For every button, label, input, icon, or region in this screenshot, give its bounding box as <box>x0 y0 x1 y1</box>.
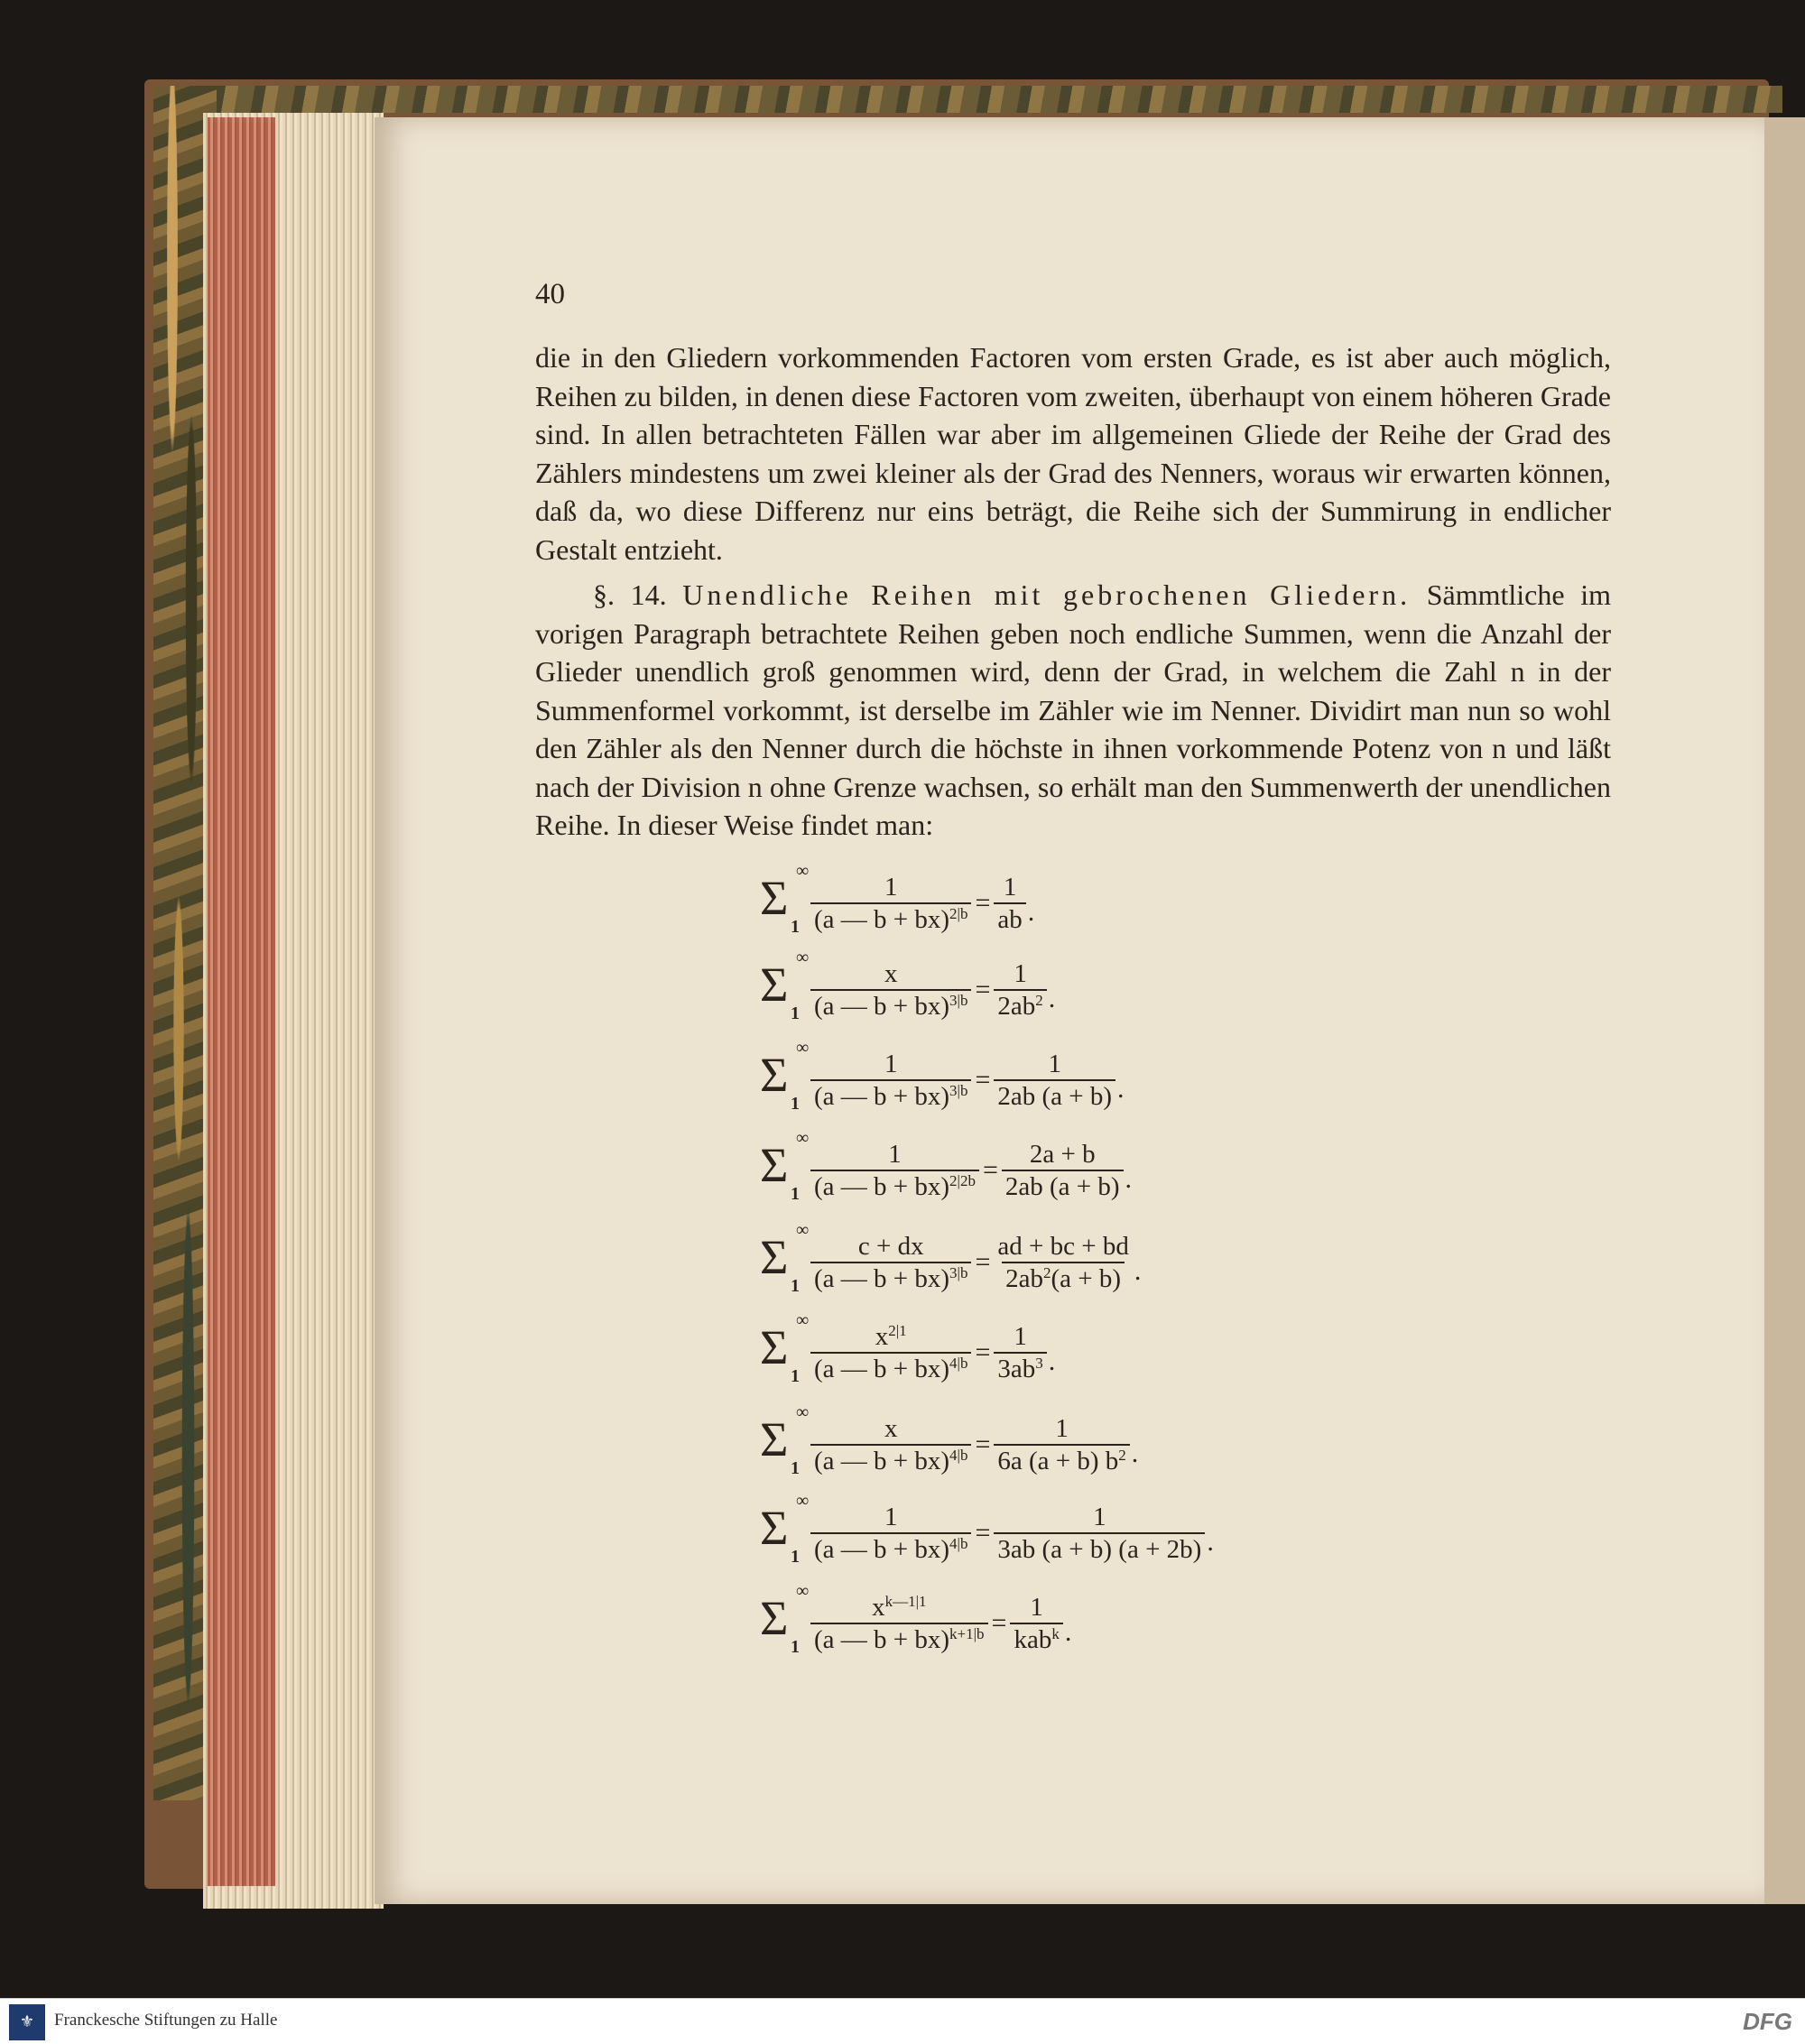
formula-1: Σ ∞ 1 $\frac{1}{(a — b + bx)^{2|b}}$ = $\frac{1}{ab}$ . <box>760 861 1035 937</box>
formula-6: Σ ∞ 1 $\frac{x^{2|1}}{(a — b + bx)^{4|b}}$ = $\frac{1}{3ab^3}$ . <box>760 1310 1056 1386</box>
rhs-fraction: $\frac{1}{3ab (a + b) (a + 2b)}$ <box>994 1502 1205 1565</box>
sigma-symbol: Σ ∞ 1 <box>760 948 810 1023</box>
lhs-fraction: $\frac{1}{(a — b + bx)^{2|b}}$ <box>810 872 971 935</box>
marbled-edge-top <box>158 86 1782 113</box>
formula-3: Σ ∞ 1 $\frac{1}{(a — b + bx)^{3|b}}$ = $\frac{1}{2ab (a + b)}$ . <box>760 1038 1125 1114</box>
sigma-symbol: Σ ∞ 1 <box>760 1581 810 1657</box>
sigma-symbol: Σ ∞ 1 <box>760 1310 810 1386</box>
facing-page-edge <box>1763 117 1805 1904</box>
rhs-fraction: $\frac{1}{2ab^2}$ <box>994 958 1046 1022</box>
rhs-fraction: $\frac{1}{2ab (a + b)}$ <box>994 1049 1115 1112</box>
sigma-symbol: Σ ∞ 1 <box>760 1220 810 1296</box>
rhs-fraction: $\frac{1}{kab^k}$ <box>1010 1592 1062 1655</box>
section-title: Unendliche Reihen mit gebrochenen Gliedern. <box>682 578 1412 611</box>
formula-5: Σ ∞ 1 $\frac{c + dx}{(a — b + bx)^{3|b}}$ = $\frac{ad + bc + bd}{2ab^2(a + b)}$ . <box>760 1220 1142 1296</box>
rhs-fraction: $\frac{2a + b}{2ab (a + b)}$ <box>1002 1139 1124 1202</box>
lhs-fraction: $\frac{x}{(a — b + bx)^{4|b}}$ <box>810 1413 971 1476</box>
rhs-fraction: $\frac{1}{3ab^3}$ <box>994 1321 1046 1384</box>
viewer-footer <box>0 1998 1805 2044</box>
rhs-fraction: $\frac{1}{6a (a + b) b^2}$ <box>994 1413 1129 1476</box>
lhs-fraction: $\frac{1}{(a — b + bx)^{2|2b}}$ <box>810 1139 979 1202</box>
lhs-fraction: $\frac{x}{(a — b + bx)^{3|b}}$ <box>810 958 971 1022</box>
formula-9: Σ ∞ 1 $\frac{x^{k—1|1}}{(a — b + bx)^{k+1|b}}$ = $\frac{1}{kab^k}$ . <box>760 1581 1072 1657</box>
sigma-symbol: Σ ∞ 1 <box>760 861 810 937</box>
formula-4: Σ ∞ 1 $\frac{1}{(a — b + bx)^{2|2b}}$ = $\frac{2a + b}{2ab (a + b)}$ . <box>760 1128 1133 1204</box>
formula-2: Σ ∞ 1 $\frac{x}{(a — b + bx)^{3|b}}$ = $\frac{1}{2ab^2}$ . <box>760 948 1056 1023</box>
sigma-symbol: Σ ∞ 1 <box>760 1128 810 1204</box>
institution-name[interactable]: Franckesche Stiftungen zu Halle <box>54 2011 278 2030</box>
paragraph-1: die in den Gliedern vorkommenden Factoren vom ersten Grade, es ist aber auch möglich, Reihen zu bilden, in denen diese Factoren vom zweiten, überhaupt von einem höheren Grade sind. In allen betrachteten Fällen war aber im allgemeinen Gliede der Reihe der Grad des Zählers mindestens um zwei kleiner als der Grad des Nenners, woraus wir erwarten können, daß da, wo diese Differenz nur eins beträgt, die Reihe sich der Summirung in endlicher Gestalt entzieht. <box>535 341 1611 566</box>
lhs-fraction: $\frac{c + dx}{(a — b + bx)^{3|b}}$ <box>810 1231 971 1294</box>
sigma-symbol: Σ ∞ 1 <box>760 1402 810 1478</box>
body-text <box>535 338 1611 845</box>
lhs-fraction: $\frac{x^{2|1}}{(a — b + bx)^{4|b}}$ <box>810 1321 971 1384</box>
institution-logo-icon[interactable]: ⚜ <box>9 2004 45 2040</box>
formula-7: Σ ∞ 1 $\frac{x}{(a — b + bx)^{4|b}}$ = $\frac{1}{6a (a + b) b^2}$ . <box>760 1402 1139 1478</box>
lhs-fraction: $\frac{1}{(a — b + bx)^{3|b}}$ <box>810 1049 971 1112</box>
formula-8: Σ ∞ 1 $\frac{1}{(a — b + bx)^{4|b}}$ = $\frac{1}{3ab (a + b) (a + 2b)}$ . <box>760 1491 1214 1567</box>
page-number: 40 <box>535 278 565 310</box>
section-number: §. 14. <box>593 578 667 611</box>
lhs-fraction: $\frac{1}{(a — b + bx)^{4|b}}$ <box>810 1502 971 1565</box>
rhs-fraction: $\frac{1}{ab}$ <box>994 872 1025 935</box>
lhs-fraction: $\frac{x^{k—1|1}}{(a — b + bx)^{k+1|b}}$ <box>810 1592 988 1655</box>
paragraph-2-text: Sämmtliche im vorigen Paragraph betrachtete Reihen geben noch endliche Summen, wenn die Anzahl der Glieder unendlich groß genommen wird, denn der Grad, in welchem die Zahl n in der Summenformel vorkommt, ist derselbe im Zähler wie im Nenner. Dividirt man nun so wohl den Zähler als den Nenner durch die höchste in ihnen vorkommende Potenz von n und läßt nach der Division n ohne Grenze wachsen, so erhält man den Summenwerth der unendlichen Reihe. In dieser Weise findet man: <box>535 578 1611 841</box>
sigma-symbol: Σ ∞ 1 <box>760 1038 810 1114</box>
red-page-edges <box>208 117 275 1886</box>
sigma-symbol: Σ ∞ 1 <box>760 1491 810 1567</box>
dfg-logo[interactable]: DFG <box>1743 2008 1792 2035</box>
rhs-fraction: $\frac{ad + bc + bd}{2ab^2(a + b)}$ <box>997 1232 1129 1293</box>
paragraph-2 <box>535 576 1611 845</box>
